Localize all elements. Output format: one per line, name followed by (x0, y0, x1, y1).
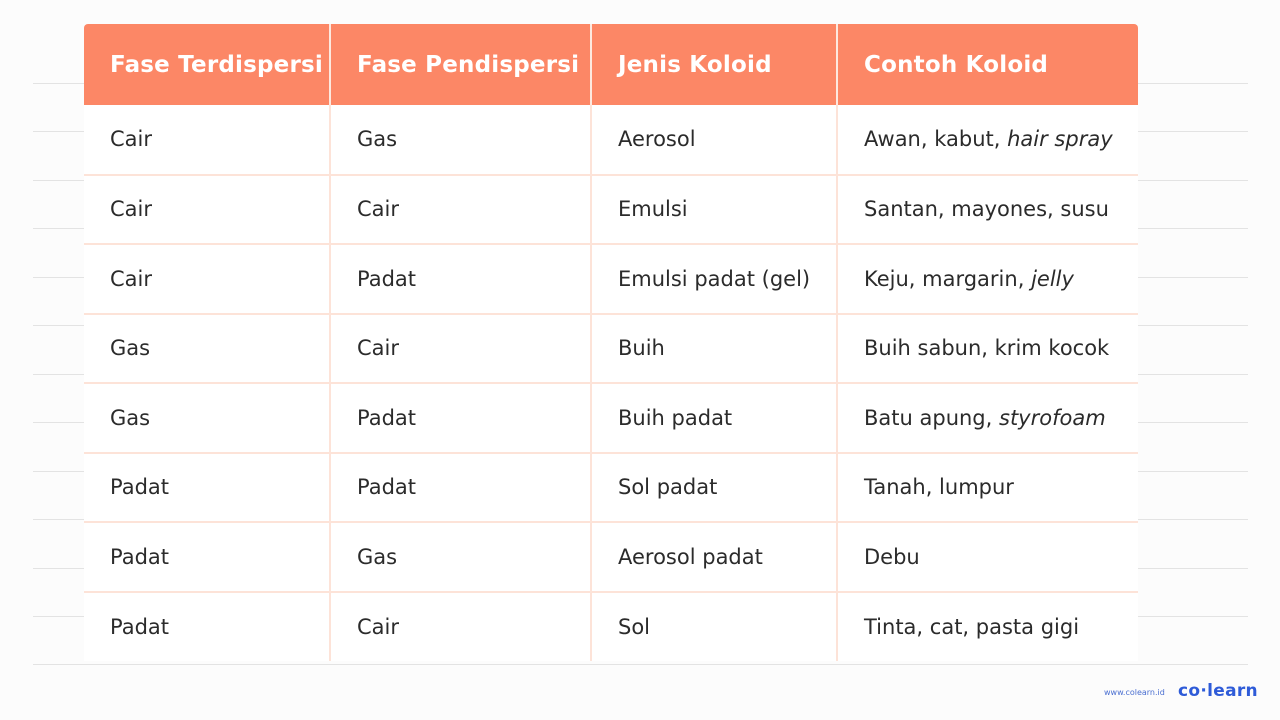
cell-jenis-koloid: Aerosol (591, 105, 837, 175)
header-jenis-koloid: Jenis Koloid (591, 24, 837, 105)
cell-fase-pendispersi: Cair (330, 592, 591, 662)
cell-fase-pendispersi: Cair (330, 314, 591, 384)
header-fase-pendispersi: Fase Pendispersi (330, 24, 591, 105)
cell-fase-terdispersi: Cair (84, 175, 330, 245)
cell-fase-pendispersi: Padat (330, 383, 591, 453)
contoh-italic-term: hair spray (1007, 127, 1113, 152)
footer-url: www.colearn.id (1104, 688, 1165, 697)
cell-fase-pendispersi: Gas (330, 105, 591, 175)
cell-fase-terdispersi: Gas (84, 314, 330, 384)
contoh-text: Debu (864, 544, 920, 569)
cell-contoh-koloid (837, 453, 1138, 523)
contoh-text: Keju, margarin, (864, 266, 1032, 291)
cell-jenis-koloid: Emulsi (591, 175, 837, 245)
contoh-italic-term: jelly (1031, 266, 1074, 291)
cell-fase-terdispersi: Padat (84, 522, 330, 592)
cell-jenis-koloid: Sol padat (591, 453, 837, 523)
cell-contoh-koloid (837, 314, 1138, 384)
contoh-text: Awan, kabut, (864, 127, 1008, 152)
cell-jenis-koloid: Emulsi padat (gel) (591, 244, 837, 314)
header-fase-terdispersi: Fase Terdispersi (84, 24, 330, 105)
cell-fase-terdispersi: Padat (84, 453, 330, 523)
cell-fase-terdispersi: Cair (84, 244, 330, 314)
cell-fase-terdispersi: Gas (84, 383, 330, 453)
cell-fase-pendispersi: Cair (330, 175, 591, 245)
cell-jenis-koloid: Aerosol padat (591, 522, 837, 592)
cell-contoh-koloid (837, 592, 1138, 662)
cell-fase-pendispersi: Gas (330, 522, 591, 592)
cell-jenis-koloid: Sol (591, 592, 837, 662)
header-row (84, 24, 1138, 105)
table-row (84, 105, 1138, 175)
contoh-text: Santan, mayones, susu (864, 197, 1109, 222)
contoh-text: Tanah, lumpur (864, 475, 1014, 500)
cell-contoh-koloid (837, 105, 1138, 175)
koloid-table (84, 24, 1138, 661)
ruled-line (33, 664, 1248, 665)
cell-fase-pendispersi: Padat (330, 453, 591, 523)
table-header (84, 24, 1138, 105)
contoh-text: Buih sabun, krim kocok (864, 336, 1110, 361)
table-row (84, 244, 1138, 314)
cell-contoh-koloid (837, 522, 1138, 592)
table-body (84, 105, 1138, 661)
table-row (84, 453, 1138, 523)
table-row (84, 314, 1138, 384)
colearn-logo: co·learn (1178, 681, 1258, 701)
table-row (84, 522, 1138, 592)
cell-contoh-koloid (837, 383, 1138, 453)
table-row (84, 592, 1138, 662)
contoh-text: Tinta, cat, pasta gigi (864, 614, 1080, 639)
cell-jenis-koloid: Buih padat (591, 383, 837, 453)
header-contoh-koloid: Contoh Koloid (837, 24, 1138, 105)
cell-jenis-koloid: Buih (591, 314, 837, 384)
cell-fase-terdispersi: Cair (84, 105, 330, 175)
cell-contoh-koloid (837, 175, 1138, 245)
cell-contoh-koloid (837, 244, 1138, 314)
contoh-italic-term: styrofoam (999, 405, 1106, 430)
cell-fase-pendispersi: Padat (330, 244, 591, 314)
table-row (84, 175, 1138, 245)
contoh-text: Batu apung, (864, 405, 999, 430)
cell-fase-terdispersi: Padat (84, 592, 330, 662)
table-row (84, 383, 1138, 453)
